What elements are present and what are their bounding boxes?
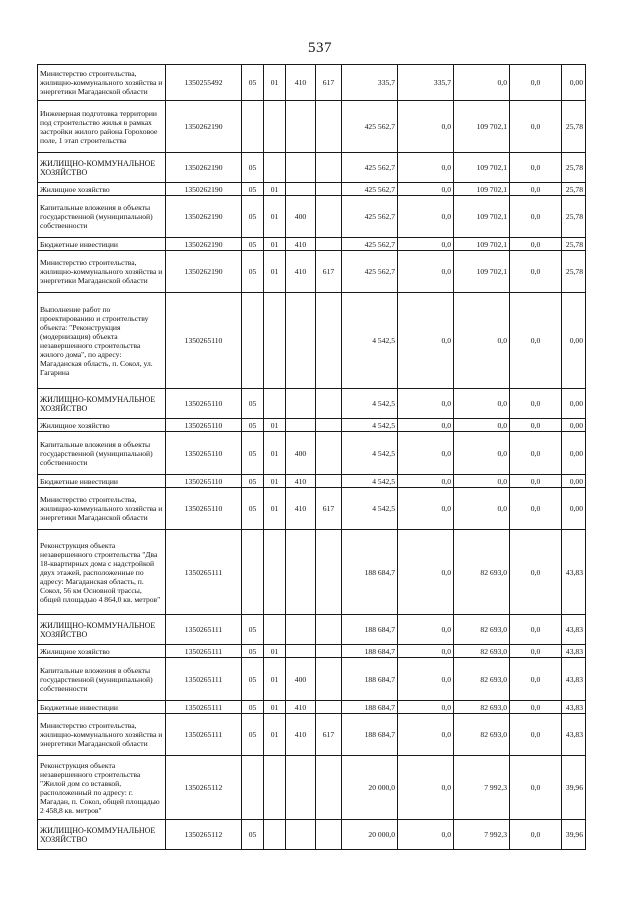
target-code-cell: 1350265112 bbox=[166, 756, 242, 820]
expense-type-cell: 400 bbox=[286, 196, 316, 238]
section-cell: 05 bbox=[242, 153, 264, 183]
planned-amount-cell: 4 542,5 bbox=[342, 488, 398, 530]
section-cell: 05 bbox=[242, 615, 264, 645]
subsection-cell bbox=[264, 615, 286, 645]
executed-amount-cell: 109 702,1 bbox=[454, 101, 510, 153]
target-code-cell: 1350265111 bbox=[166, 530, 242, 615]
table-row bbox=[38, 101, 586, 153]
administrator-cell bbox=[316, 475, 342, 488]
expense-type-cell: 400 bbox=[286, 658, 316, 701]
section-cell: 05 bbox=[242, 251, 264, 293]
target-code-cell: 1350265111 bbox=[166, 645, 242, 658]
executed-amount-cell: 0,0 bbox=[454, 432, 510, 475]
subsection-cell: 01 bbox=[264, 238, 286, 251]
planned-amount-cell: 4 542,5 bbox=[342, 419, 398, 432]
administrator-cell bbox=[316, 419, 342, 432]
table-row bbox=[38, 419, 586, 432]
planned-amount-cell: 188 684,7 bbox=[342, 530, 398, 615]
execution-percent-cell: 43,83 bbox=[562, 701, 586, 714]
executed-amount-cell: 7 992,3 bbox=[454, 756, 510, 820]
section-cell: 05 bbox=[242, 389, 264, 419]
section-cell: 05 bbox=[242, 658, 264, 701]
expense-type-cell bbox=[286, 183, 316, 196]
executed-federal-cell: 0,0 bbox=[510, 251, 562, 293]
target-code-cell: 1350265110 bbox=[166, 432, 242, 475]
target-code-cell: 1350265111 bbox=[166, 701, 242, 714]
planned-amount-cell: 425 562,7 bbox=[342, 101, 398, 153]
executed-federal-cell: 0,0 bbox=[510, 196, 562, 238]
execution-percent-cell: 25,78 bbox=[562, 238, 586, 251]
execution-percent-cell: 0,00 bbox=[562, 65, 586, 101]
subsection-cell: 01 bbox=[264, 645, 286, 658]
administrator-cell bbox=[316, 820, 342, 850]
federal-amount-cell: 0,0 bbox=[398, 419, 454, 432]
table-row bbox=[38, 488, 586, 530]
target-code-cell: 1350265112 bbox=[166, 820, 242, 850]
planned-amount-cell: 4 542,5 bbox=[342, 432, 398, 475]
table-row bbox=[38, 615, 586, 645]
planned-amount-cell: 4 542,5 bbox=[342, 389, 398, 419]
subsection-cell: 01 bbox=[264, 714, 286, 756]
item-name-cell: Реконструкция объекта незавершенного строительства "Жилой дом со вставкой, расположенный по адресу: г. Магадан, п. Сокол, общей площадью 2 458,8 кв. метров" bbox=[38, 756, 166, 820]
execution-percent-cell: 43,83 bbox=[562, 658, 586, 701]
table-row bbox=[38, 475, 586, 488]
section-cell: 05 bbox=[242, 645, 264, 658]
item-name-cell: Министерство строительства, жилищно-коммунального хозяйства и энергетики Магаданской области bbox=[38, 714, 166, 756]
execution-percent-cell: 43,83 bbox=[562, 530, 586, 615]
subsection-cell bbox=[264, 756, 286, 820]
executed-amount-cell: 109 702,1 bbox=[454, 153, 510, 183]
execution-percent-cell: 25,78 bbox=[562, 183, 586, 196]
execution-percent-cell: 43,83 bbox=[562, 714, 586, 756]
administrator-cell bbox=[316, 153, 342, 183]
expense-type-cell bbox=[286, 153, 316, 183]
executed-amount-cell: 82 693,0 bbox=[454, 645, 510, 658]
target-code-cell: 1350262190 bbox=[166, 196, 242, 238]
section-cell: 05 bbox=[242, 65, 264, 101]
execution-percent-cell: 0,00 bbox=[562, 432, 586, 475]
federal-amount-cell: 0,0 bbox=[398, 475, 454, 488]
section-cell: 05 bbox=[242, 820, 264, 850]
executed-federal-cell: 0,0 bbox=[510, 530, 562, 615]
execution-percent-cell: 25,78 bbox=[562, 251, 586, 293]
expense-type-cell bbox=[286, 530, 316, 615]
federal-amount-cell: 0,0 bbox=[398, 153, 454, 183]
planned-amount-cell: 425 562,7 bbox=[342, 153, 398, 183]
budget-table bbox=[37, 64, 586, 850]
target-code-cell: 1350265111 bbox=[166, 658, 242, 701]
executed-amount-cell: 0,0 bbox=[454, 419, 510, 432]
subsection-cell: 01 bbox=[264, 65, 286, 101]
expense-type-cell: 410 bbox=[286, 714, 316, 756]
subsection-cell bbox=[264, 101, 286, 153]
expense-type-cell bbox=[286, 615, 316, 645]
table-row bbox=[38, 432, 586, 475]
administrator-cell bbox=[316, 389, 342, 419]
executed-federal-cell: 0,0 bbox=[510, 432, 562, 475]
item-name-cell: ЖИЛИЩНО-КОММУНАЛЬНОЕ ХОЗЯЙСТВО bbox=[38, 389, 166, 419]
item-name-cell: Жилищное хозяйство bbox=[38, 419, 166, 432]
target-code-cell: 1350265110 bbox=[166, 389, 242, 419]
executed-amount-cell: 82 693,0 bbox=[454, 658, 510, 701]
table-row bbox=[38, 701, 586, 714]
page-number: 537 bbox=[308, 40, 332, 56]
item-name-cell: Министерство строительства, жилищно-коммунального хозяйства и энергетики Магаданской области bbox=[38, 251, 166, 293]
item-name-cell: Министерство строительства, жилищно-коммунального хозяйства и энергетики Магаданской области bbox=[38, 488, 166, 530]
table-row bbox=[38, 153, 586, 183]
subsection-cell bbox=[264, 293, 286, 389]
federal-amount-cell: 335,7 bbox=[398, 65, 454, 101]
planned-amount-cell: 425 562,7 bbox=[342, 183, 398, 196]
expense-type-cell: 400 bbox=[286, 432, 316, 475]
expense-type-cell: 410 bbox=[286, 65, 316, 101]
item-name-cell: Бюджетные инвестиции bbox=[38, 701, 166, 714]
executed-amount-cell: 0,0 bbox=[454, 475, 510, 488]
target-code-cell: 1350262190 bbox=[166, 183, 242, 196]
execution-percent-cell: 25,78 bbox=[562, 101, 586, 153]
table-row bbox=[38, 820, 586, 850]
federal-amount-cell: 0,0 bbox=[398, 251, 454, 293]
execution-percent-cell: 25,78 bbox=[562, 153, 586, 183]
execution-percent-cell: 25,78 bbox=[562, 196, 586, 238]
subsection-cell: 01 bbox=[264, 475, 286, 488]
administrator-cell: 617 bbox=[316, 251, 342, 293]
subsection-cell bbox=[264, 530, 286, 615]
executed-amount-cell: 109 702,1 bbox=[454, 183, 510, 196]
table-row bbox=[38, 658, 586, 701]
subsection-cell: 01 bbox=[264, 701, 286, 714]
section-cell bbox=[242, 530, 264, 615]
planned-amount-cell: 335,7 bbox=[342, 65, 398, 101]
executed-amount-cell: 0,0 bbox=[454, 389, 510, 419]
subsection-cell bbox=[264, 389, 286, 419]
federal-amount-cell: 0,0 bbox=[398, 196, 454, 238]
administrator-cell bbox=[316, 530, 342, 615]
table-row bbox=[38, 389, 586, 419]
expense-type-cell: 410 bbox=[286, 251, 316, 293]
section-cell bbox=[242, 293, 264, 389]
executed-federal-cell: 0,0 bbox=[510, 389, 562, 419]
expense-type-cell bbox=[286, 293, 316, 389]
executed-federal-cell: 0,0 bbox=[510, 183, 562, 196]
target-code-cell: 1350262190 bbox=[166, 238, 242, 251]
planned-amount-cell: 4 542,5 bbox=[342, 293, 398, 389]
executed-amount-cell: 82 693,0 bbox=[454, 701, 510, 714]
administrator-cell: 617 bbox=[316, 714, 342, 756]
federal-amount-cell: 0,0 bbox=[398, 238, 454, 251]
federal-amount-cell: 0,0 bbox=[398, 701, 454, 714]
executed-federal-cell: 0,0 bbox=[510, 65, 562, 101]
executed-federal-cell: 0,0 bbox=[510, 645, 562, 658]
executed-amount-cell: 109 702,1 bbox=[454, 238, 510, 251]
federal-amount-cell: 0,0 bbox=[398, 488, 454, 530]
section-cell: 05 bbox=[242, 196, 264, 238]
section-cell: 05 bbox=[242, 419, 264, 432]
section-cell: 05 bbox=[242, 238, 264, 251]
federal-amount-cell: 0,0 bbox=[398, 389, 454, 419]
expense-type-cell: 410 bbox=[286, 488, 316, 530]
executed-federal-cell: 0,0 bbox=[510, 658, 562, 701]
expense-type-cell bbox=[286, 419, 316, 432]
planned-amount-cell: 425 562,7 bbox=[342, 238, 398, 251]
administrator-cell bbox=[316, 432, 342, 475]
section-cell: 05 bbox=[242, 714, 264, 756]
section-cell bbox=[242, 756, 264, 820]
item-name-cell: Жилищное хозяйство bbox=[38, 645, 166, 658]
executed-amount-cell: 0,0 bbox=[454, 293, 510, 389]
administrator-cell bbox=[316, 645, 342, 658]
subsection-cell: 01 bbox=[264, 419, 286, 432]
subsection-cell: 01 bbox=[264, 196, 286, 238]
administrator-cell bbox=[316, 615, 342, 645]
expense-type-cell bbox=[286, 756, 316, 820]
administrator-cell bbox=[316, 238, 342, 251]
target-code-cell: 1350262190 bbox=[166, 101, 242, 153]
expense-type-cell bbox=[286, 101, 316, 153]
item-name-cell: Бюджетные инвестиции bbox=[38, 238, 166, 251]
planned-amount-cell: 188 684,7 bbox=[342, 645, 398, 658]
execution-percent-cell: 0,00 bbox=[562, 419, 586, 432]
subsection-cell: 01 bbox=[264, 432, 286, 475]
item-name-cell: Инженерная подготовка территории под строительство жилья в рамках застройки жилого района Гороховое поле, 1 этап строительства bbox=[38, 101, 166, 153]
executed-amount-cell: 109 702,1 bbox=[454, 251, 510, 293]
federal-amount-cell: 0,0 bbox=[398, 615, 454, 645]
table-row bbox=[38, 714, 586, 756]
administrator-cell: 617 bbox=[316, 65, 342, 101]
target-code-cell: 1350265111 bbox=[166, 615, 242, 645]
subsection-cell bbox=[264, 820, 286, 850]
target-code-cell: 1350265110 bbox=[166, 488, 242, 530]
table-row bbox=[38, 238, 586, 251]
execution-percent-cell: 0,00 bbox=[562, 488, 586, 530]
executed-federal-cell: 0,0 bbox=[510, 419, 562, 432]
budget-table-body bbox=[38, 65, 586, 850]
item-name-cell: Жилищное хозяйство bbox=[38, 183, 166, 196]
table-row bbox=[38, 65, 586, 101]
planned-amount-cell: 188 684,7 bbox=[342, 658, 398, 701]
administrator-cell bbox=[316, 101, 342, 153]
item-name-cell: Капитальные вложения в объекты государственной (муниципальной) собственности bbox=[38, 196, 166, 238]
planned-amount-cell: 188 684,7 bbox=[342, 615, 398, 645]
executed-amount-cell: 82 693,0 bbox=[454, 714, 510, 756]
item-name-cell: ЖИЛИЩНО-КОММУНАЛЬНОЕ ХОЗЯЙСТВО bbox=[38, 153, 166, 183]
execution-percent-cell: 43,83 bbox=[562, 645, 586, 658]
administrator-cell: 617 bbox=[316, 488, 342, 530]
section-cell bbox=[242, 101, 264, 153]
section-cell: 05 bbox=[242, 475, 264, 488]
federal-amount-cell: 0,0 bbox=[398, 820, 454, 850]
federal-amount-cell: 0,0 bbox=[398, 432, 454, 475]
table-row bbox=[38, 183, 586, 196]
executed-federal-cell: 0,0 bbox=[510, 756, 562, 820]
executed-amount-cell: 7 992,3 bbox=[454, 820, 510, 850]
federal-amount-cell: 0,0 bbox=[398, 658, 454, 701]
federal-amount-cell: 0,0 bbox=[398, 645, 454, 658]
item-name-cell: Выполнение работ по проектированию и строительству объекта: "Реконструкция (модернизация) объекта незавершенного строительства жилого дома", по адресу: Магаданская область, п. Сокол, ул. Гагарина bbox=[38, 293, 166, 389]
federal-amount-cell: 0,0 bbox=[398, 530, 454, 615]
administrator-cell bbox=[316, 196, 342, 238]
target-code-cell: 1350265110 bbox=[166, 293, 242, 389]
executed-federal-cell: 0,0 bbox=[510, 714, 562, 756]
table-row bbox=[38, 293, 586, 389]
section-cell: 05 bbox=[242, 432, 264, 475]
expense-type-cell: 410 bbox=[286, 475, 316, 488]
administrator-cell bbox=[316, 293, 342, 389]
federal-amount-cell: 0,0 bbox=[398, 293, 454, 389]
administrator-cell bbox=[316, 756, 342, 820]
administrator-cell bbox=[316, 183, 342, 196]
federal-amount-cell: 0,0 bbox=[398, 756, 454, 820]
planned-amount-cell: 20 000,0 bbox=[342, 756, 398, 820]
target-code-cell: 1350265110 bbox=[166, 419, 242, 432]
table-row bbox=[38, 251, 586, 293]
planned-amount-cell: 20 000,0 bbox=[342, 820, 398, 850]
expense-type-cell bbox=[286, 820, 316, 850]
target-code-cell: 1350265110 bbox=[166, 475, 242, 488]
item-name-cell: Капитальные вложения в объекты государственной (муниципальной) собственности bbox=[38, 432, 166, 475]
federal-amount-cell: 0,0 bbox=[398, 101, 454, 153]
table-row bbox=[38, 756, 586, 820]
planned-amount-cell: 425 562,7 bbox=[342, 196, 398, 238]
subsection-cell: 01 bbox=[264, 658, 286, 701]
table-row bbox=[38, 196, 586, 238]
item-name-cell: Реконструкция объекта незавершенного строительства "Два 18-квартирных дома с надстройкой двух этажей, расположенные по адресу: Магаданская область, п. Сокол, 56 км Основной трассы, общей площадью 4 864,0 кв. метров" bbox=[38, 530, 166, 615]
executed-federal-cell: 0,0 bbox=[510, 615, 562, 645]
federal-amount-cell: 0,0 bbox=[398, 183, 454, 196]
item-name-cell: Министерство строительства, жилищно-коммунального хозяйства и энергетики Магаданской области bbox=[38, 65, 166, 101]
expense-type-cell: 410 bbox=[286, 701, 316, 714]
expense-type-cell bbox=[286, 645, 316, 658]
expense-type-cell bbox=[286, 389, 316, 419]
execution-percent-cell: 0,00 bbox=[562, 389, 586, 419]
item-name-cell: ЖИЛИЩНО-КОММУНАЛЬНОЕ ХОЗЯЙСТВО bbox=[38, 820, 166, 850]
executed-federal-cell: 0,0 bbox=[510, 820, 562, 850]
table-row bbox=[38, 530, 586, 615]
planned-amount-cell: 4 542,5 bbox=[342, 475, 398, 488]
executed-federal-cell: 0,0 bbox=[510, 488, 562, 530]
executed-federal-cell: 0,0 bbox=[510, 153, 562, 183]
target-code-cell: 1350262190 bbox=[166, 153, 242, 183]
executed-amount-cell: 0,0 bbox=[454, 65, 510, 101]
execution-percent-cell: 39,96 bbox=[562, 756, 586, 820]
target-code-cell: 1350255492 bbox=[166, 65, 242, 101]
subsection-cell: 01 bbox=[264, 251, 286, 293]
item-name-cell: Капитальные вложения в объекты государственной (муниципальной) собственности bbox=[38, 658, 166, 701]
administrator-cell bbox=[316, 701, 342, 714]
section-cell: 05 bbox=[242, 701, 264, 714]
execution-percent-cell: 39,96 bbox=[562, 820, 586, 850]
subsection-cell bbox=[264, 153, 286, 183]
execution-percent-cell: 0,00 bbox=[562, 293, 586, 389]
executed-federal-cell: 0,0 bbox=[510, 238, 562, 251]
section-cell: 05 bbox=[242, 488, 264, 530]
table-row bbox=[38, 645, 586, 658]
planned-amount-cell: 188 684,7 bbox=[342, 701, 398, 714]
execution-percent-cell: 43,83 bbox=[562, 615, 586, 645]
expense-type-cell: 410 bbox=[286, 238, 316, 251]
planned-amount-cell: 425 562,7 bbox=[342, 251, 398, 293]
planned-amount-cell: 188 684,7 bbox=[342, 714, 398, 756]
section-cell: 05 bbox=[242, 183, 264, 196]
administrator-cell bbox=[316, 658, 342, 701]
target-code-cell: 1350265111 bbox=[166, 714, 242, 756]
executed-federal-cell: 0,0 bbox=[510, 293, 562, 389]
executed-federal-cell: 0,0 bbox=[510, 475, 562, 488]
executed-federal-cell: 0,0 bbox=[510, 701, 562, 714]
executed-amount-cell: 109 702,1 bbox=[454, 196, 510, 238]
executed-federal-cell: 0,0 bbox=[510, 101, 562, 153]
item-name-cell: Бюджетные инвестиции bbox=[38, 475, 166, 488]
subsection-cell: 01 bbox=[264, 183, 286, 196]
execution-percent-cell: 0,00 bbox=[562, 475, 586, 488]
subsection-cell: 01 bbox=[264, 488, 286, 530]
executed-amount-cell: 82 693,0 bbox=[454, 530, 510, 615]
executed-amount-cell: 0,0 bbox=[454, 488, 510, 530]
item-name-cell: ЖИЛИЩНО-КОММУНАЛЬНОЕ ХОЗЯЙСТВО bbox=[38, 615, 166, 645]
target-code-cell: 1350262190 bbox=[166, 251, 242, 293]
federal-amount-cell: 0,0 bbox=[398, 714, 454, 756]
executed-amount-cell: 82 693,0 bbox=[454, 615, 510, 645]
